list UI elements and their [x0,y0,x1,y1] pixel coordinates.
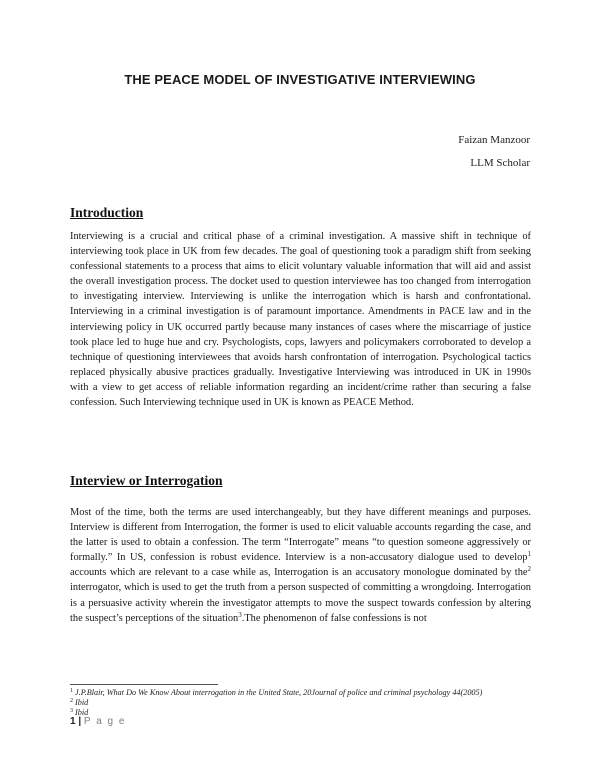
footnote-divider [70,684,218,685]
author-affiliation: LLM Scholar [470,157,530,169]
paragraph-text: accounts which are relevant to a case while as, Interrogation is an accusatory monologue dominated by the [70,567,528,579]
page-number: 1 [70,716,76,727]
footnote-text: Ibid [73,707,89,717]
interview-interrogation-paragraph [70,505,531,626]
footnote-text: Ibid [73,697,89,707]
footnote-ref-2[interactable]: 2 [527,565,531,574]
footnote-3 [70,708,531,718]
footnote-mark: 3 [70,707,73,714]
author-name: Faizan Manzoor [458,134,530,146]
page-label: P a g e [83,716,126,727]
footnote-mark: 1 [70,688,73,694]
footnote-2 [70,698,531,708]
section-heading-introduction: Introduction [70,205,144,220]
footnote-ref-1[interactable]: 1 [527,550,531,559]
paragraph-text: interrogator, which is used to get the truth from a person suspected of committing a wrongdoing. Interrogation is a persuasive activity wherein the investigator attempts to move the suspect towards confession by altering the suspect’s perceptions of the situation [70,582,531,624]
document-title: THE PEACE MODEL OF INVESTIGATIVE INTERVIEWING [124,72,476,87]
footnote-text: J.P.Blair, What Do We Know About interrogation in the United State, 20Journal of police and criminal psychology 44(2005) [73,688,483,697]
footer-separator: | [75,716,84,727]
paragraph-text: .The phenomenon of false confessions is not [241,612,427,624]
footnote-mark: 2 [70,697,73,704]
introduction-paragraph: Interviewing is a crucial and critical phase of a criminal investigation. A massive shift in technique of interviewing took place in UK from few decades. The goal of questioning took a paradigm shift from seeking confessional statements to a process that aims to elicit voluntary valuable information that will aid and assist the overall investigation process. The docket used to question interviewee has too changed from interrogation to investigating interview. Interviewing is unlike the interrogation which is harsh and confrontational. Interviewing in a criminal investigation is of paramount importance. Amendments in PACE law and in the interviewing policy in UK occurred partly because many instances of cases where the miscarriage of justice took place led to huge hue and cry. Psychologists, cops, lawyers and policymakers corroborated to develop a technique of questioning interviewees that avoids harsh confrontation of interrogation. Psychological tactics replaced physically abusive practices gradually. Investigative Interviewing was introduced in UK in 1990s with a view to get access of reliable information regarding an incident/crime rather than securing a false confession. Such Interviewing technique used in UK is known as PEACE Method. [70,231,531,409]
footnotes [70,688,531,717]
paragraph-text: Most of the time, both the terms are used interchangeably, but they have different meanings and purposes. Interview is different from Interrogation, the former is used to elicit valuable accounts regarding the case, and the latter is used to obtain a confession. The term “Interrogate” means “to question someone aggressively or formally.” In US, confession is robust evidence. Interview is a non-accusatory dialogue used to develop [70,507,531,564]
footnote-ref-3[interactable]: 3 [238,610,242,619]
page-footer [70,716,126,727]
section-heading-interview-or-interrogation: Interview or Interrogation [70,473,223,488]
footnote-1 [70,688,531,698]
